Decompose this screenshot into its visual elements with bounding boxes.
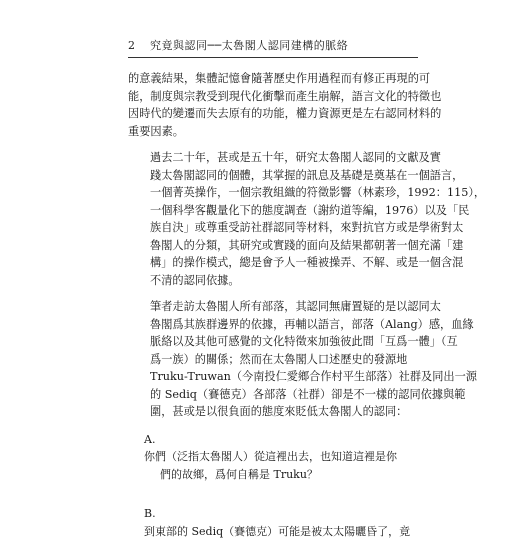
text-line: 圍，甚或是以很負面的態度來貶低太魯閣人的認同： <box>150 405 408 418</box>
quote-label: B. <box>144 507 156 520</box>
quote-a <box>144 431 410 484</box>
text-line: 一個菁英操作，一個宗教組織的符徵影響（林素珍，1992：115）， <box>150 186 486 199</box>
quote-line: 你們（泛指太魯閣人）從這裡出去，也知道這裡是你 <box>144 450 397 463</box>
quote-line: 到東部的 Sediq（賽德克）可能是被太太陽曬昏了，竟 <box>144 524 411 538</box>
text-line: 的 Sediq（賽德克）各部落（社群）卻是不一樣的認同依據與範 <box>150 387 466 401</box>
text-line: 能，制度與宗教受到現代化衝擊而產生崩解，語言文化的特徵也 <box>128 89 442 103</box>
text-line: 構」的操作模式，總是會予人一種被操弄、不解、或是一個含混 <box>150 256 464 269</box>
text-line: 不清的認同依據。 <box>150 273 240 287</box>
quote-line: 們的故鄉，爲何自稱是 Truku？ <box>160 467 318 481</box>
text-line: 魯閣人的分類，其研究或實踐的面向及結果都朝著一個充滿「建 <box>150 238 464 252</box>
text-line: 的意義結果，集體記憶會隨著歷史作用過程而有修正再現的可 <box>128 72 431 85</box>
quote-b <box>144 505 410 540</box>
running-head-title: 究竟與認同──太魯閣人認同建構的脈絡 <box>150 39 349 52</box>
paragraph-1 <box>128 70 442 140</box>
text-line: 過去二十年，甚或是五十年，研究太魯閣人認同的文獻及實 <box>150 151 441 164</box>
paragraph-3 <box>128 298 477 421</box>
text-line: 筆者走訪太魯閣人所有部落，其認同無庸置疑的是以認同太 <box>150 300 441 313</box>
page-number: 2 <box>128 39 136 52</box>
text-line: 因時代的變遷而失去原有的功能，權力資源更是左右認同材料的 <box>128 107 442 120</box>
text-line: 重要因素。 <box>128 124 184 138</box>
text-line: 踐太魯閣認同的個體，其掌握的訊息及基礎是奠基在一個語言， <box>150 168 464 182</box>
text-line: Truku-Truwan（今南投仁愛鄉合作村平生部落）社群及同出一源 <box>150 370 477 383</box>
text-line: 魯閣爲其族群邊界的依據，再輔以語言，部落（Alang）感，血緣 <box>150 317 474 331</box>
body-text <box>128 70 486 540</box>
quote-label: A. <box>144 432 156 446</box>
running-head <box>128 38 418 58</box>
text-line: 脈絡以及其他可感覺的文化特徵來加強彼此間「互爲一體」（互 <box>150 335 458 348</box>
paragraph-2 <box>128 149 486 289</box>
text-line: 族自決」或尊重受訪社群認同等材料，來對抗官方或是學術對太 <box>150 221 464 234</box>
text-line: 一個科學客觀量化下的態度調查（謝約道等編，1976）以及「民 <box>150 203 470 217</box>
text-line: 爲一族）的關係；然而在太魯閣人口述歷史的發源地 <box>150 352 408 366</box>
